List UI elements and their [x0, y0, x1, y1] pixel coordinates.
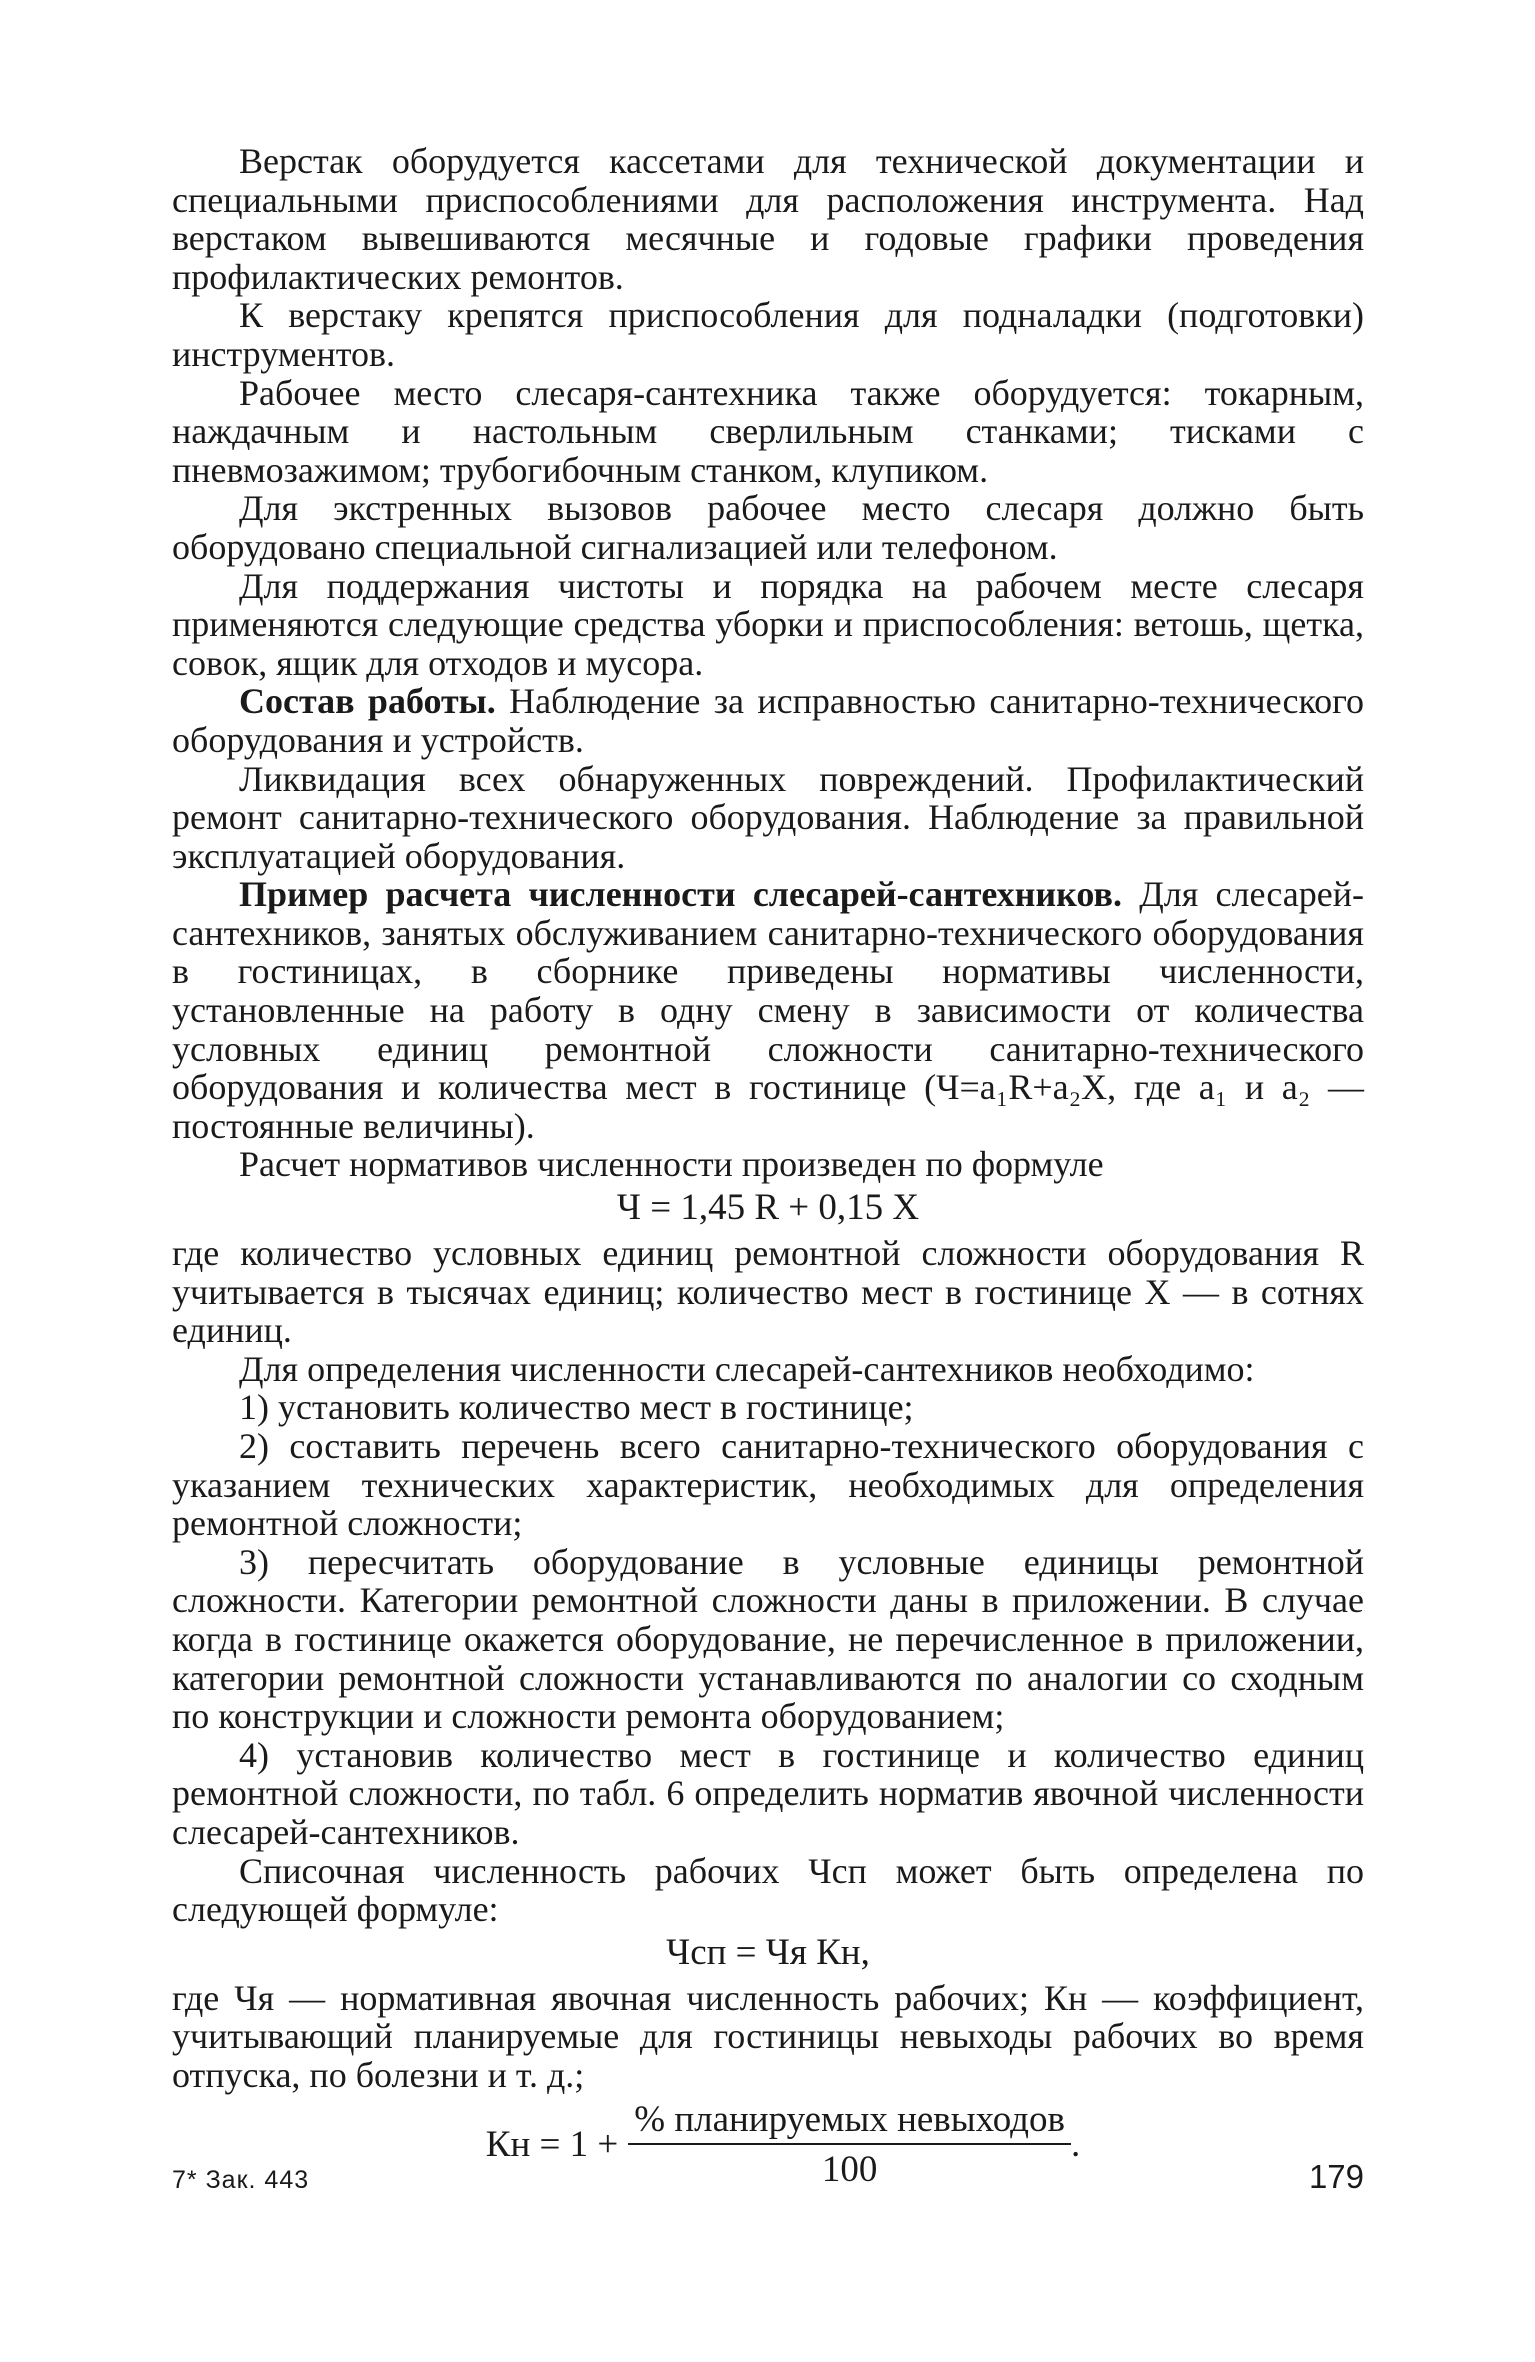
paragraph [172, 875, 1364, 1145]
section-heading: Пример расчета численности слесарей-сантехников. [239, 874, 1122, 915]
list-item: 4) установив количество мест в гостинице и количество единиц ремонтной сложности, по табл. 6 определить норматив явочной численности слесарей-сантехников. [172, 1734, 1364, 1852]
body-text [172, 142, 1364, 2190]
fraction-numerator: % планируемых невыходов [628, 2101, 1071, 2146]
list-item: 1) установить количество мест в гостинице; [239, 1387, 914, 1428]
paragraph: Ликвидация всех обнаруженных повреждений. Профилактический ремонт санитарно-технического оборудования. Наблюдение за правильной эксплуатацией оборудования. [172, 758, 1364, 876]
formula-end: . [1070, 2123, 1081, 2165]
paragraph-text: Наблюдение за исправностью санитарно-технического оборудования и устройств. [172, 681, 1365, 760]
paragraph: Расчет нормативов численности произведен по формуле [239, 1144, 1104, 1185]
list-item: 3) пересчитать оборудование в условные единицы ремонтной сложности. Категории ремонтной сложности даны в приложении. В случае когда в гостинице окажется оборудование, не перечисленное в приложении, категории ремонтной сложности устанавливаются по аналогии со сходным по конструкции и сложности ремонта оборудованием; [172, 1541, 1364, 1737]
paragraph-text: Для слесарей-сантехников, занятых обслуживанием санитарно-технического оборудования в гостиницах, в сборнике приведены нормативы численности, установленные на работу в одну смену в зависимости от количества условных единиц ремонтной сложности санитарно-технического оборудования и количества мест в гостинице (Ч=a₁R+a₂X, где a₁ и a₂ — постоянные величины). [172, 874, 1365, 1146]
page-number: 179 [1308, 2158, 1364, 2195]
formula-staffing: Ч = 1,45 R + 0,15 X [616, 1187, 920, 1229]
print-signature: 7* Зак. 443 [172, 2166, 310, 2194]
paragraph: Для экстренных вызовов рабочее место слесаря должно быть оборудовано специальной сигнализацией или телефоном. [172, 488, 1364, 567]
page-footer [172, 2158, 1364, 2196]
paragraph: Верстак оборудуется кассетами для технической документации и специальными приспособлениями для расположения инструмента. Над верстаком вывешиваются месячные и годовые графики проведения профилактических ремонтов. [172, 141, 1364, 297]
paragraph [172, 682, 1364, 759]
paragraph: Рабочее место слесаря-сантехника также оборудуется: токарным, наждачным и настольным сверлильным станками; тисками с пневмозажимом; трубогибочным станком, клупиком. [172, 372, 1364, 490]
list-item: 2) составить перечень всего санитарно-технического оборудования с указанием технических характеристик, необходимых для определения ремонтной сложности; [172, 1426, 1364, 1544]
formula-payroll: Чсп = Чя Кн, [666, 1931, 870, 1973]
formula-left: Кн = 1 + [485, 2123, 619, 2165]
paragraph: где количество условных единиц ремонтной сложности оборудования R учитывается в тысячах единиц; количество мест в гостинице X — в сотнях единиц. [172, 1233, 1364, 1351]
paragraph: Списочная численность рабочих Чсп может быть определена по следующей формуле: [172, 1850, 1364, 1930]
paragraph: Для поддержания чистоты и порядка на рабочем месте слесаря применяются следующие средства уборки и приспособления: ветошь, щетка, совок, ящик для отходов и мусора. [172, 565, 1364, 683]
paragraph: где Чя — нормативная явочная численность рабочих; Кн — коэффициент, учитывающий планируемые для гостиницы невыходы рабочих во время отпуска, по болезни и т. д.; [172, 1977, 1364, 2095]
section-heading: Состав работы. [239, 681, 496, 722]
fraction-denominator: 100 [821, 2149, 878, 2191]
paragraph: Для определения численности слесарей-сантехников необходимо: [239, 1348, 1255, 1389]
paragraph: К верстаку крепятся приспособления для подналадки (подготовки) инструментов. [172, 295, 1364, 374]
